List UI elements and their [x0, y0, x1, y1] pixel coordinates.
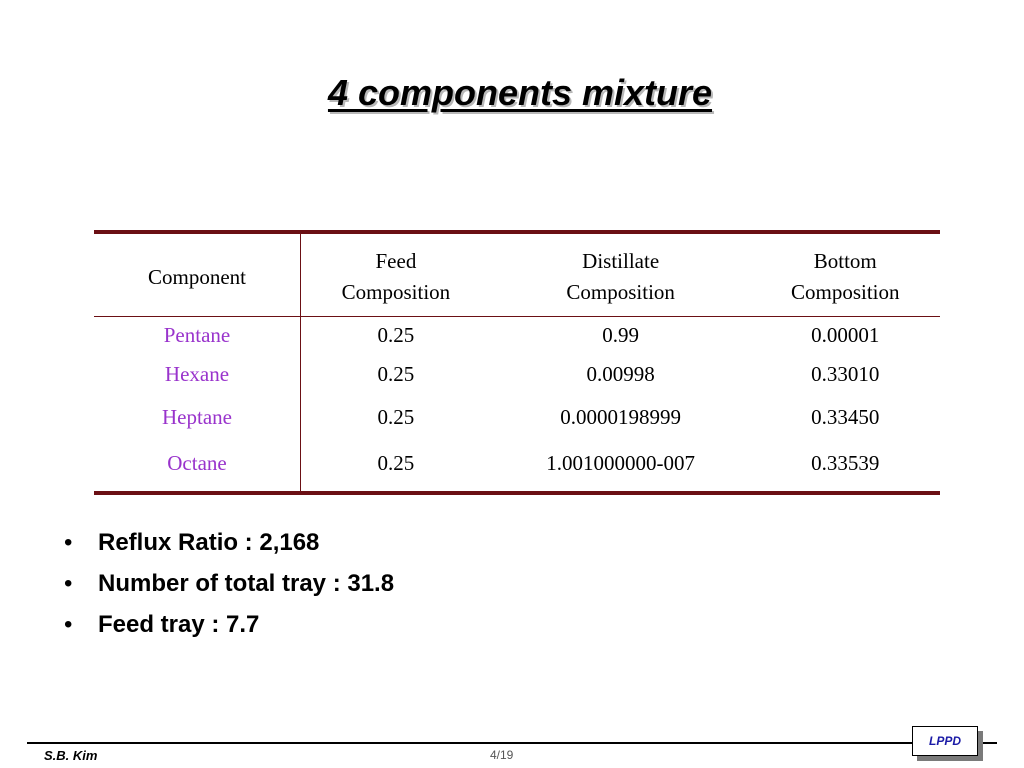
cell-feed: 0.25: [377, 322, 415, 347]
header-feed-line1: Feed: [375, 249, 417, 273]
cell-component: Octane: [94, 439, 301, 493]
cell-feed: 0.25: [377, 362, 415, 386]
header-feed: [301, 232, 491, 317]
header-bottom-line1: Bottom: [813, 249, 877, 273]
cell-distillate: 0.0000198999: [560, 405, 682, 429]
header-component-label: Component: [148, 264, 246, 289]
bullet-item-total-tray: [64, 563, 394, 604]
cell-distillate: 0.00998: [586, 362, 655, 386]
header-distillate-line2: Composition: [566, 280, 675, 304]
table-header-row: [94, 232, 940, 317]
cell-component: Hexane: [94, 353, 301, 396]
cell-bottom: 0.33010: [811, 362, 880, 386]
bullet-marker: •: [64, 570, 73, 597]
slide-title: 4 components mixture: [327, 72, 713, 113]
cell-feed: 0.25: [377, 405, 415, 429]
lab-logo-text: LPPD: [928, 734, 961, 748]
table-row: [94, 353, 940, 396]
bullet-list: [64, 522, 394, 645]
bullet-item-reflux-ratio: [64, 522, 394, 563]
bullet-marker: •: [64, 611, 73, 638]
cell-bottom: 0.33450: [811, 405, 880, 429]
bullet-text: Number of total tray : 31.8: [98, 570, 395, 597]
composition-table: [94, 230, 940, 495]
footer-author: S.B. Kim: [44, 748, 98, 763]
cell-bottom: 0.33539: [811, 450, 880, 475]
footer-divider: [27, 742, 997, 744]
cell-feed: 0.25: [377, 450, 415, 475]
header-distillate-line1: Distillate: [582, 249, 660, 273]
composition-table-container: [94, 230, 940, 495]
bullet-marker: •: [64, 529, 73, 556]
header-distillate: [491, 232, 751, 317]
cell-bottom: 0.00001: [811, 322, 880, 347]
header-bottom: [751, 232, 940, 317]
bullet-item-feed-tray: [64, 604, 394, 645]
cell-distillate: 1.001000000-007: [546, 450, 696, 475]
header-bottom-line2: Composition: [790, 280, 900, 304]
cell-component: Heptane: [94, 396, 301, 439]
header-feed-line2: Composition: [341, 280, 451, 304]
cell-component: Pentane: [94, 317, 301, 354]
cell-distillate: 0.99: [602, 322, 640, 347]
header-component: [94, 232, 301, 317]
bullet-text: Feed tray : 7.7: [98, 611, 260, 638]
footer-page-number: 4/19: [490, 748, 514, 762]
table-row: [94, 396, 940, 439]
table-row: [94, 317, 940, 354]
bullet-text: Reflux Ratio : 2,168: [98, 529, 320, 556]
table-row: [94, 439, 940, 493]
lab-logo: [912, 726, 978, 756]
